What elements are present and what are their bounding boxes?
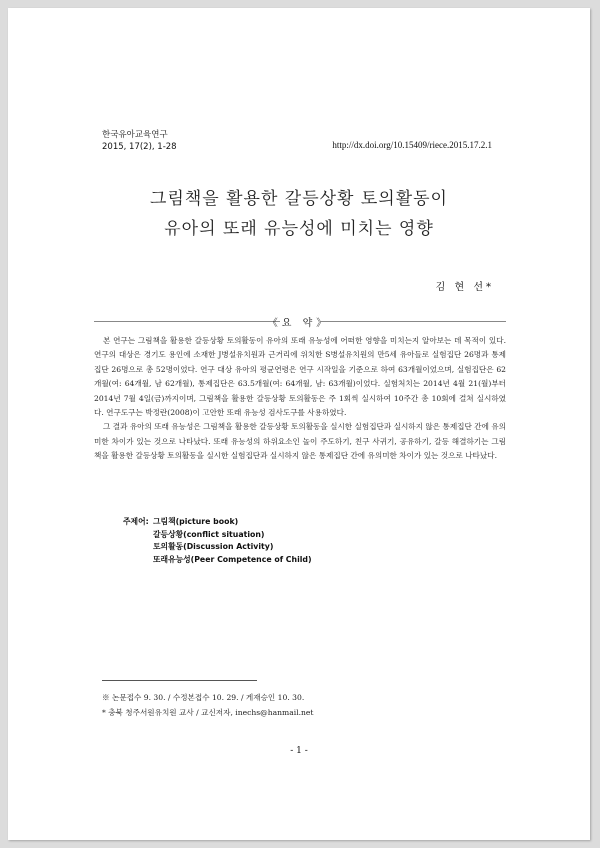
abstract-heading: 《요 약》 [267,318,331,329]
footnote-divider [102,680,257,681]
paper-title-line-1: 그림책을 활용한 갈등상황 토의활동이 [150,189,448,209]
abstract-rule-right [320,321,506,322]
keyword-item: 또래유능성(Peer Competence of Child) [153,554,312,564]
abstract-paragraph-2: 그 결과 유아의 또래 유능성은 그림책을 활용한 갈등상황 토의활동을 실시한 실험집단과 실시하지 않은 통제집단 간에 유의미한 차이가 있는 것으로 나타났다. 또래 유능성의 하위요소인 놀이 주도하기, 친구 사귀기, 공유하기, 갈등 해결하기는 그림책을 활용한 갈등상황 토의활동을 실시한 실험집단과 실시하지 않은 통제집단 간에 유의미한 차이가 있는 것으로 나타났다. [94,422,506,461]
journal-citation: 2015, 17(2), 1-28 [102,142,177,152]
footnote-dates: ※ 논문접수 9. 30. / 수정본접수 10. 29. / 게재승인 10. 30. [102,693,305,702]
doi-link[interactable]: http://dx.doi.org/10.15409/riece.2015.17.2.1 [332,140,492,150]
page-number: - 1 - [290,746,308,756]
keyword-item: 토의활동(Discussion Activity) [153,542,274,552]
keywords-label: 주제어: [123,517,149,526]
journal-info [102,129,177,153]
abstract-body [94,334,506,464]
keyword-item: 그림책(picture book) [153,517,239,526]
keywords-block [123,516,312,566]
footnote-author: * 충북 청주서원유치원 교사 / 교신저자, inechs@hanmail.net [102,708,314,717]
paper-title-line-2: 유아의 또래 유능성에 미치는 영향 [164,219,434,239]
paper-page [8,8,590,840]
author-name: 김 현 선* [435,282,494,293]
keyword-item: 갈등상황(conflict situation) [153,529,265,539]
abstract-paragraph-1: 본 연구는 그림책을 활용한 갈등상황 토의활동이 유아의 또래 유능성에 어떠한 영향을 미치는지 알아보는 데 목적이 있다. 연구의 대상은 경기도 용인에 소재한 J병설유치원과 근거리에 위치한 S병설유치원의 만5세 유아들로 실험집단 26명과 통제집단 26명으로 총 52명이었다. 연구 대상 유아의 평균연령은 연구 시작일을 기준으로 하여 63개월이었으며, 실험집단은 62개월(여: 64개월, 남 62개월), 통제집단은 63.5개월(여: 64개월, 남: 63개월)이었다. 실험처치는 2014년 4월 21(월)부터 2014년 7월 4일(금)까지이며, 그림책을 활용한 갈등상황 토의활동은 주 1회씩 실시하여 10주간 총 10회에 걸쳐 실시하였다. 연구도구는 박정란(2008)이 고안한 또래 유능성 검사도구를 사용하였다. [94,336,506,418]
journal-name: 한국유아교육연구 [102,130,168,140]
